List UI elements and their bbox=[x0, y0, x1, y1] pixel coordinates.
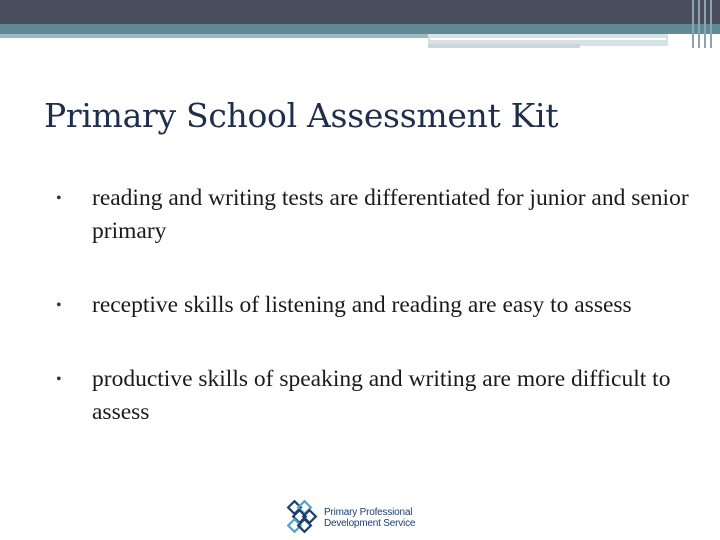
bullet-marker: • bbox=[56, 371, 62, 388]
header-stripe bbox=[710, 0, 712, 48]
header-band-light bbox=[0, 34, 428, 38]
bullet-text: receptive skills of listening and reading are easy to assess bbox=[92, 292, 632, 318]
header-stripe bbox=[704, 0, 706, 48]
header-stripe bbox=[698, 0, 700, 48]
logo-line-1: Primary Professional bbox=[324, 507, 413, 518]
pdst-logo bbox=[286, 498, 446, 538]
bullet-item bbox=[46, 363, 696, 429]
bullet-item bbox=[46, 289, 696, 322]
bullet-marker: • bbox=[56, 297, 62, 314]
logo-text bbox=[324, 507, 415, 529]
logo-line-2: Development Service bbox=[324, 518, 416, 529]
pdst-lattice-icon bbox=[286, 500, 320, 536]
header-stripe bbox=[692, 0, 694, 48]
header-band-dark bbox=[0, 0, 720, 24]
header-band-pale-2 bbox=[428, 44, 580, 48]
bullet-text: reading and writing tests are differentiated for junior and senior primary bbox=[92, 185, 689, 244]
header-band-line bbox=[430, 38, 666, 40]
bullet-list bbox=[46, 182, 696, 470]
slide-title: Primary School Assessment Kit bbox=[44, 96, 559, 135]
bullet-marker: • bbox=[56, 190, 62, 207]
header-stripes bbox=[690, 0, 720, 48]
bullet-item bbox=[46, 182, 696, 248]
bullet-text: productive skills of speaking and writing are more difficult to assess bbox=[92, 366, 671, 425]
header-band-teal bbox=[0, 24, 720, 34]
